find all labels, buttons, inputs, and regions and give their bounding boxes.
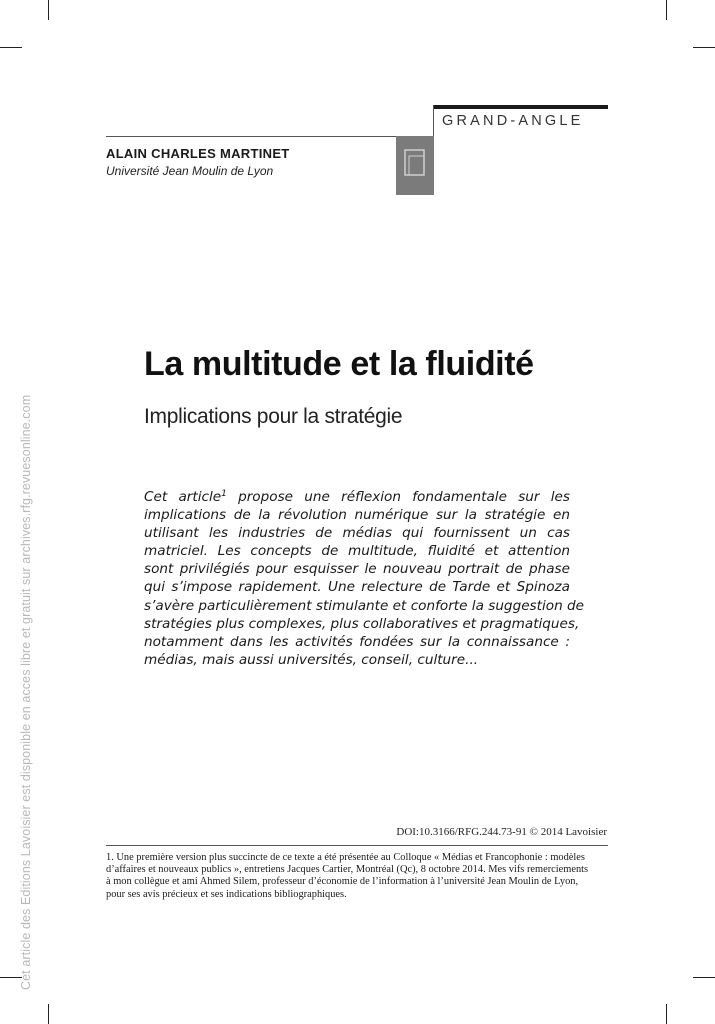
journal-logo-icon <box>396 136 434 195</box>
rubric-bar <box>433 105 608 109</box>
author-affiliation: Université Jean Moulin de Lyon <box>106 164 274 178</box>
author-rule <box>106 136 396 137</box>
crop-mark <box>48 1004 49 1024</box>
abstract <box>144 488 584 669</box>
doi-line: DOI:10.3166/RFG.244.73-91 © 2014 Lavoisier <box>396 826 607 838</box>
rubric-divider <box>433 105 434 137</box>
crop-mark <box>693 977 715 978</box>
article-subtitle: Implications pour la stratégie <box>144 405 403 428</box>
footnote-line: pour ses avis précieux et ses indications bibliographiques. <box>106 888 347 900</box>
author-name: ALAIN CHARLES MARTINET <box>106 146 290 161</box>
footnote-rule <box>106 845 608 846</box>
footnote <box>106 852 608 901</box>
abstract-line: utilisant les industries de médias qui fournissent un cas <box>144 525 570 542</box>
abstract-line: Cet article$^1$ propose une réflexion fondamentale sur les <box>144 489 570 505</box>
abstract-line: médias, mais aussi universités, conseil, culture... <box>144 651 479 668</box>
footnote-line: d’affaires et nouveaux publics », entretiens Jacques Cartier, Montréal (Qc), 8 octobre 2014. Mes vifs remerciements <box>106 864 589 876</box>
abstract-line: implications de la révolution numérique sur la stratégie en <box>144 507 570 524</box>
footnote-line: 1. Une première version plus succincte de ce texte a été présentée au Colloque « Médias et Francophonie : modèles <box>106 852 585 863</box>
abstract-line: s’avère particulièrement stimulante et conforte la suggestion de <box>144 597 584 614</box>
crop-mark <box>48 0 49 20</box>
article-title: La multitude et la fluidité <box>144 345 534 383</box>
abstract-line: notamment dans les activités fondées sur la connaissance : <box>144 633 570 650</box>
footnote-line: à mon collègue et ami Ahmed Silem, professeur d’économie de l’information à l’université Jean Moulin de Lyon, <box>106 876 579 888</box>
crop-mark <box>666 0 667 20</box>
abstract-line: matriciel. Les concepts de multitude, fluidité et attention <box>144 543 570 560</box>
abstract-line: stratégies plus complexes, plus collaboratives et pragmatiques, <box>144 615 580 632</box>
footnote-marker: 1 <box>221 489 227 499</box>
abstract-line: qui s’impose rapidement. Une relecture de Tarde et Spinoza <box>144 579 570 596</box>
access-note: Cet article des Editions Lavoisier est disponible en acces libre et gratuit sur archives.rfg.revuesonline.com <box>19 394 33 990</box>
abstract-line: sont privilégiés pour esquisser le nouveau portrait de phase <box>144 561 570 578</box>
crop-mark <box>0 47 22 48</box>
section-rubric: GRAND-ANGLE <box>442 113 584 129</box>
crop-mark <box>693 47 715 48</box>
crop-mark <box>666 1004 667 1024</box>
